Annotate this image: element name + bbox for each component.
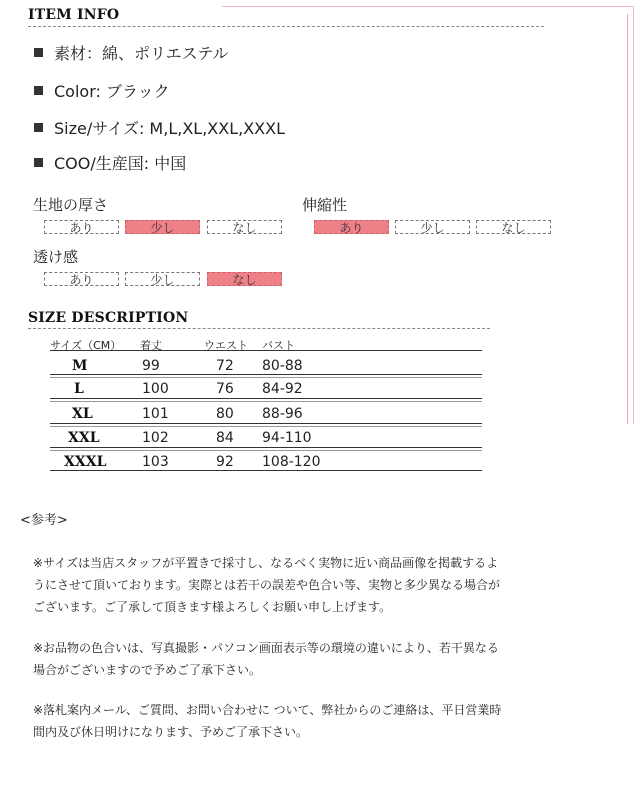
size-cell: L <box>74 381 84 397</box>
reference-paragraph-contact: ※落札案内メール、ご質問、お問い合わせに ついて、弊社からのご連絡は、平日営業時 間内及び休日明けになります、予めご了承下さい。 <box>33 703 502 739</box>
length-cell: 102 <box>142 430 169 446</box>
waist-cell: 72 <box>216 358 234 374</box>
header-length: 着丈 <box>140 339 162 352</box>
info-coo: COO/生産国: 中国 <box>54 154 187 173</box>
stretch-label: 伸縮性 <box>302 196 348 214</box>
thickness-chip-ari: あり <box>44 220 119 234</box>
length-cell: 100 <box>142 381 169 397</box>
length-cell: 103 <box>142 454 169 470</box>
info-material: 素材：綿、ポリエステル <box>54 44 229 63</box>
size-description-divider <box>28 328 490 329</box>
frame-line-right <box>633 6 634 424</box>
size-description-title: SIZE DESCRIPTION <box>28 310 189 326</box>
size-cell: XXXL <box>64 454 107 470</box>
item-info-title: ITEM INFO <box>28 7 120 23</box>
frame-line-top <box>222 6 634 7</box>
table-row-line <box>50 377 482 378</box>
reference-paragraph-color: ※お品物の色合いは、写真撮影・パソコン画面表示等の環境の違いにより、若干異なる 場合がございますので予めご了承下さい。 <box>33 641 499 677</box>
info-size: Size/サイズ: M,L,XL,XXL,XXXL <box>54 119 286 138</box>
table-row-line <box>50 447 482 448</box>
sheer-chip-sukoshi: 少し <box>125 272 200 286</box>
thickness-chip-nashi: なし <box>207 220 282 234</box>
reference-paragraph-size: ※サイズは当店スタッフが平置きで採寸し、なるべく実物に近い商品画像を掲載するよ うにさせて頂いております。実際とは若干の誤差や色合い等、実物と多少異なる場合が ございます。ご了承して頂きます様よろしくお願い申し上げます。 <box>33 556 501 614</box>
bust-cell: 94-110 <box>262 430 312 446</box>
table-row-line <box>50 470 482 471</box>
size-cell: XL <box>72 406 93 422</box>
bullet-icon <box>34 123 43 132</box>
item-info-divider <box>28 26 544 27</box>
table-row-line <box>50 426 482 427</box>
length-cell: 99 <box>142 358 160 374</box>
info-row-material <box>34 41 229 64</box>
waist-cell: 84 <box>216 430 234 446</box>
table-row-line <box>50 450 482 451</box>
size-cell: XXL <box>68 430 100 446</box>
info-color: Color: ブラック <box>54 82 170 101</box>
waist-cell: 92 <box>216 454 234 470</box>
table-row-line <box>50 398 482 399</box>
sheer-chip-nashi: なし <box>207 272 282 286</box>
length-cell: 101 <box>142 406 169 422</box>
stretch-chip-sukoshi: 少し <box>395 220 470 234</box>
waist-cell: 80 <box>216 406 234 422</box>
header-waist: ウエスト <box>204 339 248 352</box>
header-size: サイズ（CM） <box>50 339 122 352</box>
waist-cell: 76 <box>216 381 234 397</box>
size-cell: M <box>72 358 88 374</box>
sheer-chip-ari: あり <box>44 272 119 286</box>
bust-cell: 88-96 <box>262 406 303 422</box>
bust-cell: 84-92 <box>262 381 303 397</box>
bullet-icon <box>34 48 43 57</box>
sheer-label: 透け感 <box>33 248 79 266</box>
table-row-line <box>50 423 482 424</box>
bust-cell: 80-88 <box>262 358 303 374</box>
table-row-line <box>50 401 482 402</box>
bullet-icon <box>34 86 43 95</box>
table-row-line <box>50 374 482 375</box>
frame-line-right-inner <box>627 14 628 424</box>
header-bust: バスト <box>262 339 295 352</box>
info-row-color <box>34 79 170 102</box>
bust-cell: 108-120 <box>262 454 321 470</box>
reference-heading: <参考> <box>20 513 68 528</box>
bullet-icon <box>34 158 43 167</box>
thickness-chip-sukoshi: 少し <box>125 220 200 234</box>
stretch-chip-ari: あり <box>314 220 389 234</box>
stretch-chip-nashi: なし <box>476 220 551 234</box>
table-header-line <box>50 350 482 351</box>
thickness-label: 生地の厚さ <box>33 196 109 214</box>
info-row-size <box>34 116 285 139</box>
info-row-coo <box>34 151 186 174</box>
